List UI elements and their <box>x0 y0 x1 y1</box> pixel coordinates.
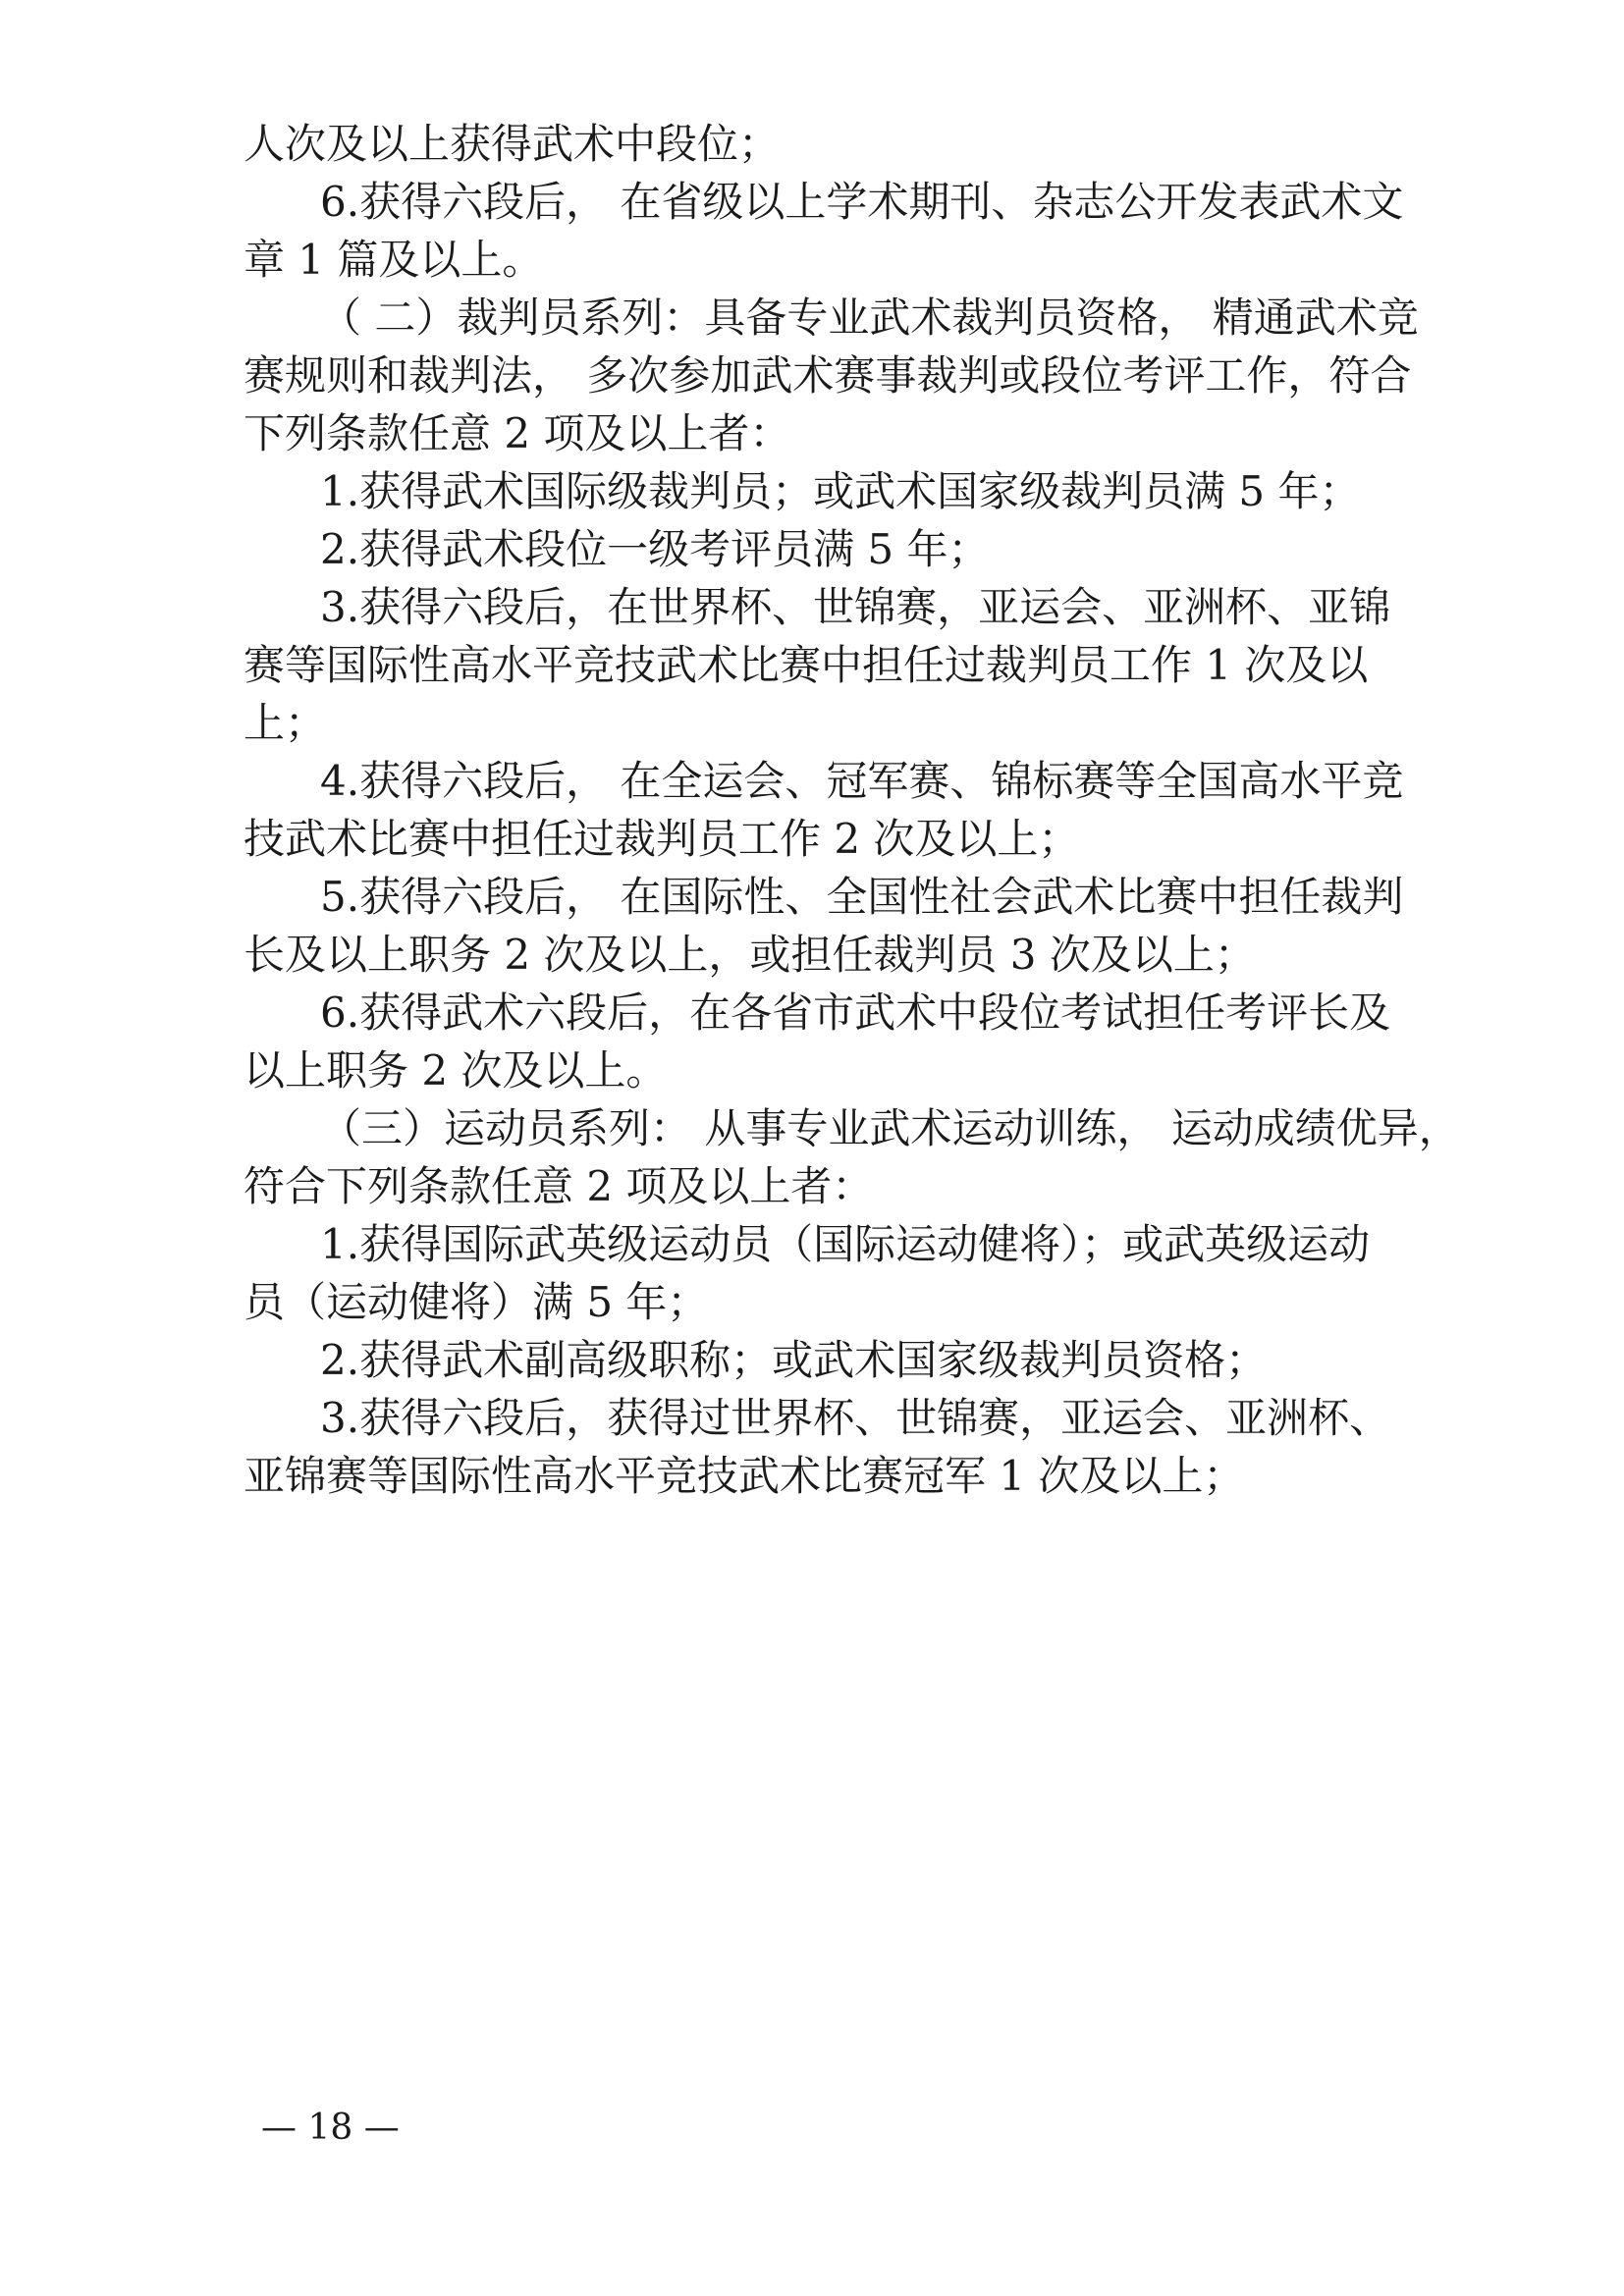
text-line: 人次及以上获得武术中段位； <box>244 120 781 168</box>
text-line: 亚锦赛等国际性高水平竞技武术比赛冠军 1 次及以上； <box>244 1452 1245 1500</box>
text-line: 上； <box>244 699 327 747</box>
text-line: 3.获得六段后，在世界杯、世锦赛，亚运会、亚洲杯、亚锦 <box>320 583 1391 631</box>
text-line: 4.获得六段后， 在全运会、冠军赛、锦标赛等全国高水平竞 <box>320 757 1404 805</box>
text-line: 赛规则和裁判法， 多次参加武术赛事裁判或段位考评工作，符合 <box>244 351 1412 400</box>
text-line: 5.获得六段后， 在国际性、全国性社会武术比赛中担任裁判 <box>320 873 1404 921</box>
text-line: 以上职务 2 次及以上。 <box>244 1046 668 1095</box>
text-line: （ 二）裁判员系列：具备专业武术裁判员资格， 精通武术竞 <box>320 294 1419 342</box>
text-line: 赛等国际性高水平竞技武术比赛中担任过裁判员工作 1 次及以 <box>244 641 1369 689</box>
text-line: 1.获得国际武英级运动员（国际运动健将）；或武英级运动 <box>320 1220 1371 1268</box>
page-number: — 18 — <box>261 2108 400 2148</box>
text-line: 2.获得武术段位一级考评员满 5 年； <box>320 525 990 573</box>
text-line: 6.获得六段后， 在省级以上学术期刊、杂志公开发表武术文 <box>320 178 1404 226</box>
text-line: 章 1 篇及以上。 <box>244 236 544 284</box>
text-line: 长及以上职务 2 次及以上，或担任裁判员 3 次及以上； <box>244 931 1256 979</box>
text-line: 技武术比赛中担任过裁判员工作 2 次及以上； <box>244 815 1080 863</box>
text-line: 符合下列条款任意 2 项及以上者： <box>244 1162 874 1210</box>
text-line: 员（运动健将）满 5 年； <box>244 1278 709 1326</box>
text-line: 下列条款任意 2 项及以上者： <box>244 409 791 457</box>
text-line: 3.获得六段后，获得过世界杯、世锦赛，亚运会、亚洲杯、 <box>320 1394 1391 1442</box>
text-line: 1.获得武术国际级裁判员；或武术国家级裁判员满 5 年； <box>320 467 1361 515</box>
text-line: 6.获得武术六段后，在各省市武术中段位考试担任考评长及 <box>320 988 1391 1037</box>
text-line: 2.获得武术副高级职称；或武术国家级裁判员资格； <box>320 1336 1268 1384</box>
text-line: （三）运动员系列： 从事专业武术运动训练， 运动成绩优异， <box>320 1104 1460 1152</box>
